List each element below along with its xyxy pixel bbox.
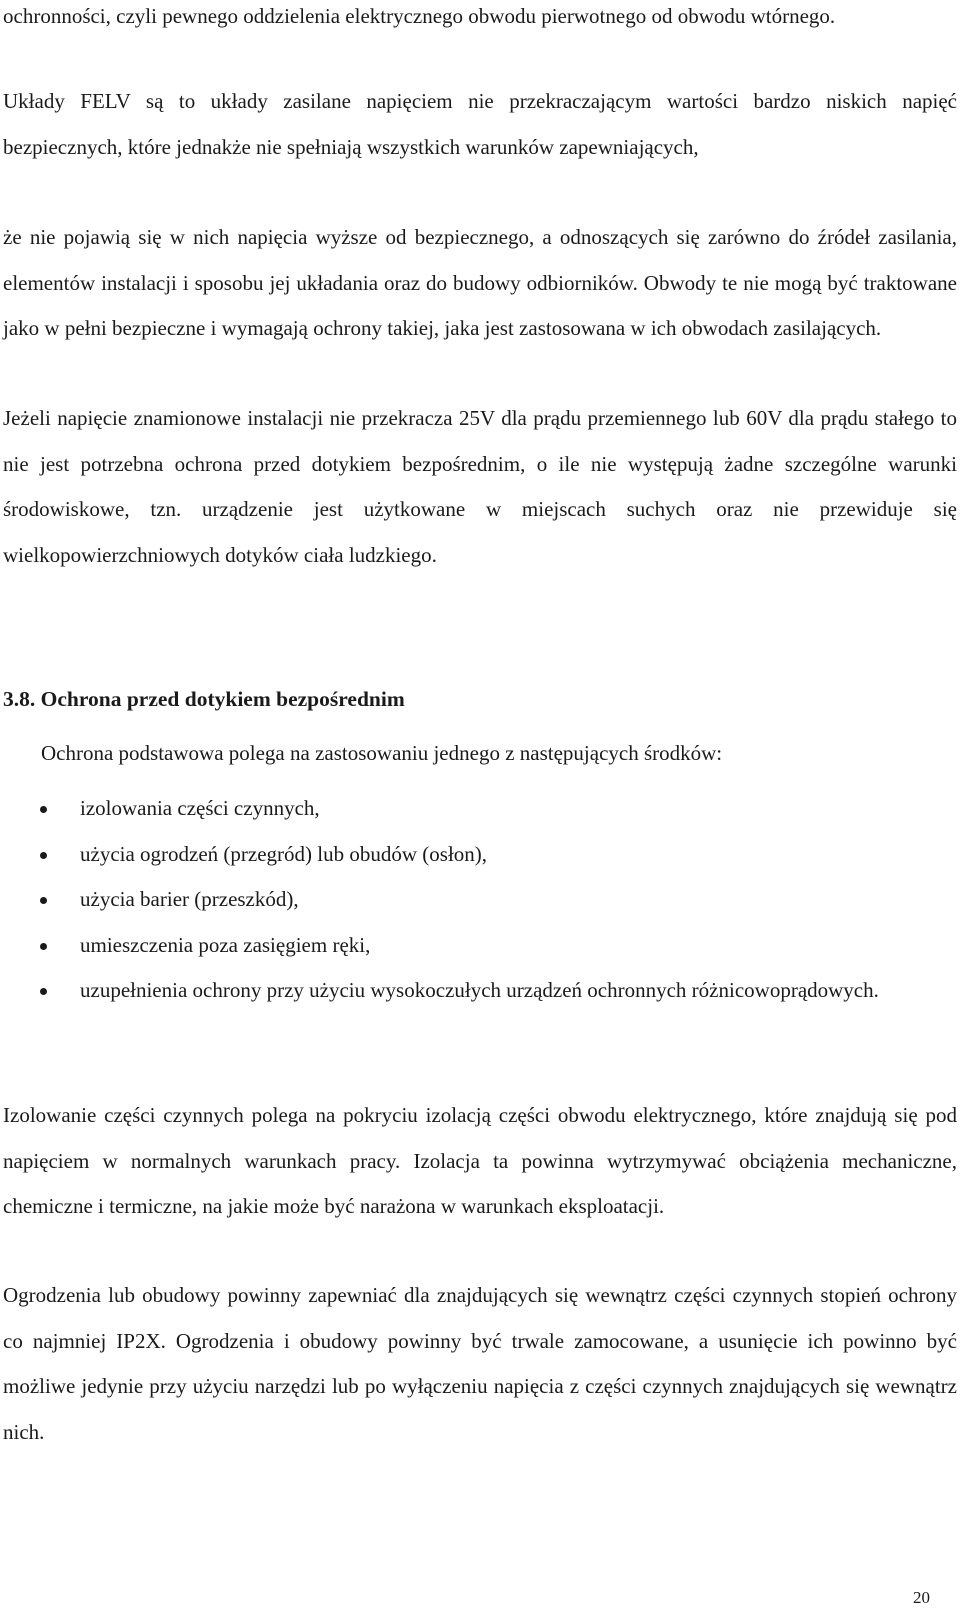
section-heading: 3.8. Ochrona przed dotykiem bezpośrednim [3,687,405,711]
paragraph-felv-definition: Układy FELV są to układy zasilane napięciem nie przekraczającym wartości bardzo niskich napięć bezpiecznych, które jednakże nie spełniają wszystkich warunków zapewniających, [3,89,957,159]
bullet-icon [40,897,47,904]
list-item [0,832,954,878]
list-item [0,786,954,832]
paragraph-voltage-limits: Jeżeli napięcie znamionowe instalacji nie przekracza 25V dla prądu przemiennego lub 60V dla prądu stałego to nie jest potrzebna ochrona przed dotykiem bezpośrednim, o ile nie występują żadne szczególne warunki środowiskowe, tzn. urządzenie jest użytkowane w miejscach suchych oraz nie przewiduje się wielkopowierzchniowych dotyków ciała ludzkiego. [3,406,957,567]
list-item-text: izolowania części czynnych, [80,796,320,820]
bullet-list [0,786,960,1014]
list-item [0,877,954,923]
paragraph-insulation: Izolowanie części czynnych polega na pokryciu izolacją części obwodu elektrycznego, które znajdują się pod napięciem w normalnych warunkach pracy. Izolacja ta powinna wytrzymywać obciążenia mechaniczne, chemiczne i termiczne, na jakie może być narażona w warunkach eksploatacji. [3,1103,957,1219]
paragraph-separation: ochronności, czyli pewnego oddzielenia elektrycznego obwodu pierwotnego od obwodu wtórnego. [3,4,836,28]
bullet-icon [40,988,47,995]
list-item [0,968,954,1014]
bullet-icon [40,806,47,813]
paragraph-felv-details: że nie pojawią się w nich napięcia wyższe od bezpiecznego, a odnoszących się zarówno do źródeł zasilania, elementów instalacji i sposobu jej układania oraz do budowy odbiorników. Obwody te nie mogą być traktowane jako w pełni bezpieczne i wymagają ochrony takiej, jaka jest zastosowana w ich obwodach zasilających. [3,225,957,341]
bullet-icon [40,852,47,859]
paragraph-enclosures: Ogrodzenia lub obudowy powinny zapewniać dla znajdujących się wewnątrz części czynnych stopień ochrony co najmniej IP2X. Ogrodzenia i obudowy powinny być trwale zamocowane, a usunięcie ich powinno być możliwe jedynie przy użyciu narzędzi lub po wyłączeniu napięcia z części czynnych znajdujących się wewnątrz nich. [3,1283,957,1444]
list-item-text: użycia barier (przeszkód), [80,887,299,912]
list-item [0,923,954,969]
list-item-text: umieszczenia poza zasięgiem ręki, [80,932,371,957]
intro-text: Ochrona podstawowa polega na zastosowaniu jednego z następujących środków: [41,741,723,765]
list-item-text: użycia ogrodzeń (przegród) lub obudów (osłon), [80,841,488,866]
page-number: 20 [913,1588,930,1607]
list-item-text: uzupełnienia ochrony przy użyciu wysokoczułych urządzeń ochronnych różnicowoprądowych. [80,978,879,1003]
bullet-icon [40,943,47,950]
